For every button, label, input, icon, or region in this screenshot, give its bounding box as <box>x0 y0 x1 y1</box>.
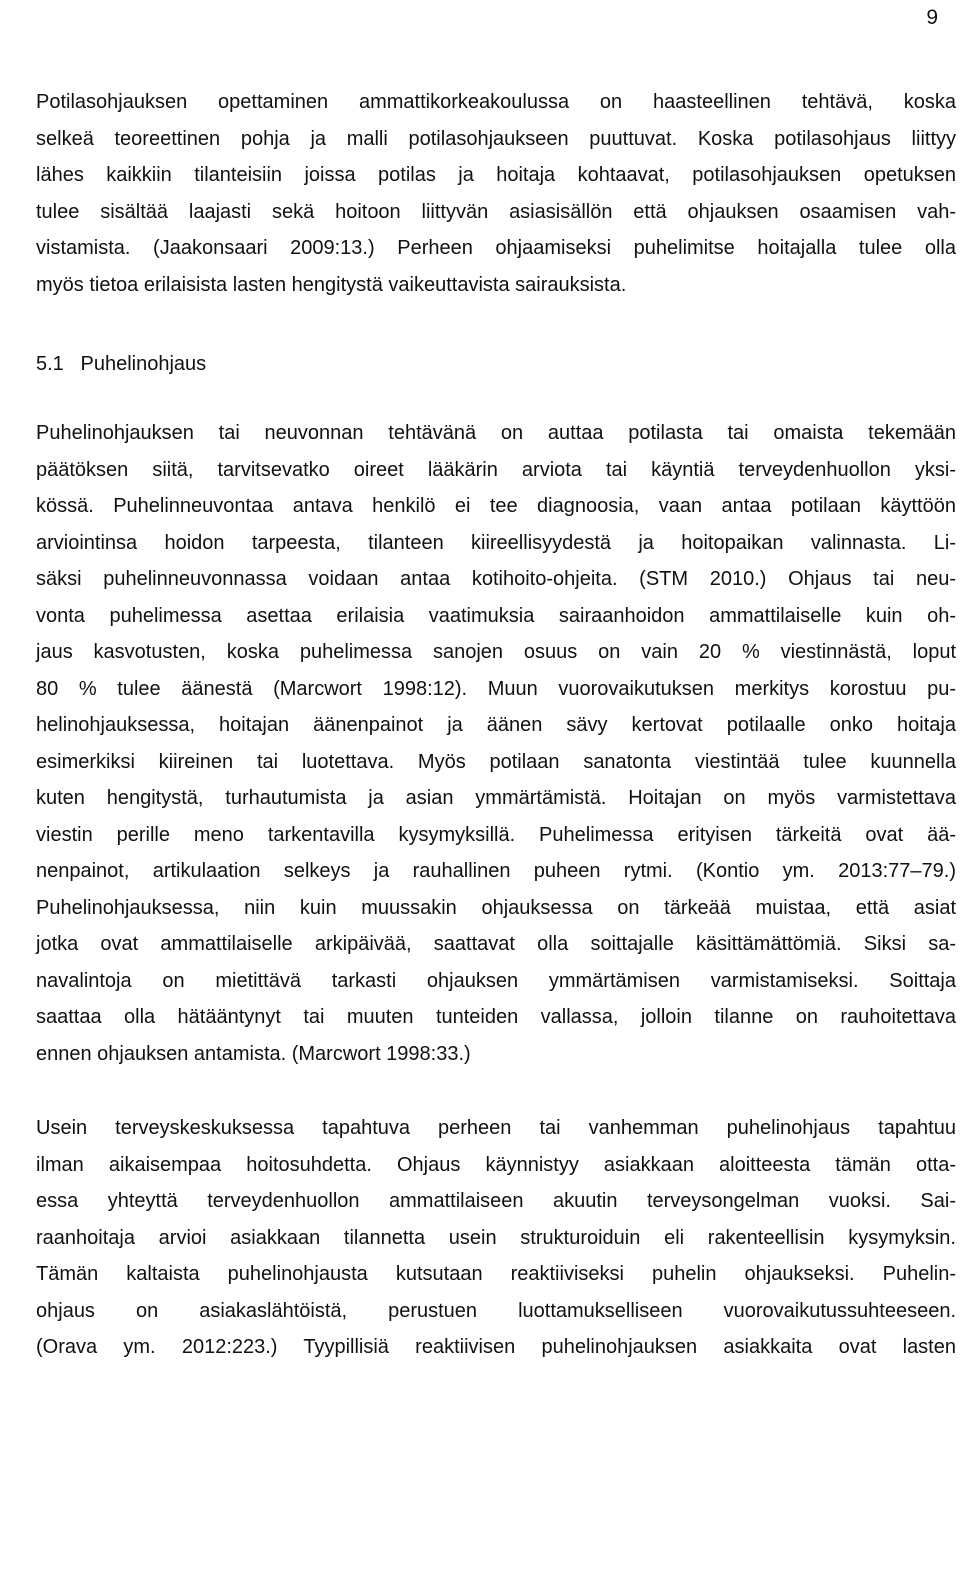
text-line: selkeä teoreettinen pohja ja malli potilasohjaukseen puuttuvat. Koska potilasohjaus liittyy <box>36 127 956 150</box>
text-line: viestin perille meno tarkentavilla kysymyksillä. Puhelimessa erityisen tärkeitä ovat ää- <box>36 823 956 846</box>
text-line: helinohjauksessa, hoitajan äänenpainot ja äänen sävy kertovat potilaalle onko hoitaja <box>36 714 956 736</box>
section-title: Puhelinohjaus <box>80 353 207 375</box>
paragraph-spacer <box>36 1072 956 1110</box>
text-line: jaus kasvotusten, koska puhelimessa sanojen osuus on vain 20 % viestinnästä, loput <box>36 641 956 663</box>
paragraph-intro <box>36 84 956 303</box>
section-heading <box>36 346 956 382</box>
text-line: ilman aikaisempaa hoitosuhdetta. Ohjaus käynnistyy asiakkaan aloitteesta tämän otta- <box>36 1153 956 1176</box>
text-line: kössä. Puhelinneuvontaa antava henkilö ei tee diagnoosia, vaan antaa potilaan käyttöön <box>36 495 956 517</box>
text-line: tulee sisältää laajasti sekä hoitoon liittyvän asiasisällön että ohjauksen osaamisen vah- <box>36 200 956 223</box>
text-line: säksi puhelinneuvonnassa voidaan antaa kotihoito-ohjeita. (STM 2010.) Ohjaus tai neu- <box>36 568 956 590</box>
text-line: myös tietoa erilaisista lasten hengitystä vaikeuttavista sairauksista. <box>36 273 627 296</box>
text-line: lähes kaikkiin tilanteisiin joissa potilas ja hoitaja kohtaavat, potilasohjauksen opetuksen <box>36 164 956 186</box>
paragraph-terveyskeskus <box>36 1110 956 1366</box>
text-line: ennen ohjauksen antamista. (Marcwort 1998:33.) <box>36 1042 471 1065</box>
text-line: (Orava ym. 2012:223.) Tyypillisiä reaktiivisen puhelinohjauksen asiakkaita ovat lasten <box>36 1336 956 1358</box>
text-line: 80 % tulee äänestä (Marcwort 1998:12). Muun vuorovaikutuksen merkitys korostuu pu- <box>36 677 956 700</box>
text-line: navalintoja on mietittävä tarkasti ohjauksen ymmärtämisen varmistamiseksi. Soittaja <box>36 969 956 992</box>
text-line: vistamista. (Jaakonsaari 2009:13.) Perheen ohjaamiseksi puhelimitse hoitajalla tulee olla <box>36 237 956 259</box>
text-line: Usein terveyskeskuksessa tapahtuva perheen tai vanhemman puhelinohjaus tapahtuu <box>36 1117 956 1139</box>
text-line: essa yhteyttä terveydenhuollon ammattilaiseen akuutin terveysongelman vuoksi. Sai- <box>36 1190 956 1212</box>
text-line: vonta puhelimessa asettaa erilaisia vaatimuksia sairaanhoidon ammattilaiselle kuin oh- <box>36 604 956 627</box>
text-line: ohjaus on asiakaslähtöistä, perustuen luottamukselliseen vuorovaikutussuhteeseen. <box>36 1299 956 1322</box>
text-line: saattaa olla hätääntynyt tai muuten tunteiden vallassa, jolloin tilanne on rauhoitettava <box>36 1006 956 1028</box>
section-number: 5.1 <box>36 353 64 375</box>
text-line: Potilasohjauksen opettaminen ammattikorkeakoulussa on haasteellinen tehtävä, koska <box>36 91 956 113</box>
text-line: jotka ovat ammattilaiselle arkipäivää, saattavat olla soittajalle käsittämättömiä. Siksi sa- <box>36 933 956 955</box>
page-number: 9 <box>926 6 938 29</box>
text-line: Puhelinohjauksessa, niin kuin muussakin ohjauksessa on tärkeää muistaa, että asiat <box>36 896 956 919</box>
text-line: esimerkiksi kiireinen tai luotettava. Myös potilaan sanatonta viestintää tulee kuunnella <box>36 750 956 773</box>
text-line: nenpainot, artikulaation selkeys ja rauhallinen puheen rytmi. (Kontio ym. 2013:77–79.) <box>36 860 956 882</box>
text-line: raanhoitaja arvioi asiakkaan tilannetta usein strukturoiduin eli rakenteellisin kysymyksin. <box>36 1226 956 1249</box>
text-line: päätöksen siitä, tarvitsevatko oireet lääkärin arviota tai käyntiä terveydenhuollon yksi- <box>36 458 956 481</box>
text-line: Puhelinohjauksen tai neuvonnan tehtävänä on auttaa potilasta tai omaista tekemään <box>36 422 956 444</box>
text-line: kuten hengitystä, turhautumista ja asian ymmärtämistä. Hoitajan on myös varmistettava <box>36 787 956 809</box>
paragraph-puhelinohjaus <box>36 415 956 1072</box>
text-line: arviointinsa hoidon tarpeesta, tilanteen kiireellisyydestä ja hoitopaikan valinnasta. Li- <box>36 531 956 554</box>
page-body <box>36 84 956 1366</box>
text-line: Tämän kaltaista puhelinohjausta kutsutaan reaktiiviseksi puhelin ohjaukseksi. Puhelin- <box>36 1263 956 1285</box>
